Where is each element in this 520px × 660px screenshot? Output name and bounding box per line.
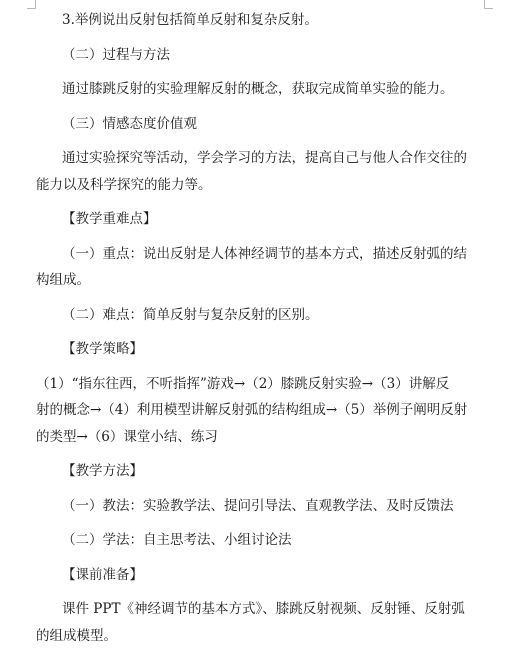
objective-item-3: 3.举例说出反射包括简单反射和复杂反射。 [62,12,318,28]
preparation-text-line-2: 的组成模型。 [36,627,117,644]
key-points-heading: 【教学重难点】 [62,211,157,227]
strategy-text-line-2: 射的概念→（4）利用模型讲解反射弧的结构组成→（5）举例子阐明反射 [36,402,468,418]
teaching-methods-text: （一）教法：实验教学法、提问引导法、直观教学法、及时反馈法 [62,497,454,514]
strategy-heading: 【教学策略】 [62,341,143,357]
attitude-text-line-2: 能力以及科学探究的能力等。 [36,176,212,193]
page-corner-mark-left [27,0,36,9]
process-method-text: 通过膝跳反射的实验理解反射的概念，获取完成简单实验的能力。 [62,81,454,97]
methods-heading: 【教学方法】 [62,463,143,479]
preparation-text-line-1: 课件 PPT《神经调节的基本方式》、膝跳反射视频、反射锤、反射弧 [62,601,465,617]
preparation-heading: 【课前准备】 [62,566,143,583]
strategy-text-line-1: （1）“指东往西，不听指挥”游戏→（2）膝跳反射实验→（3）讲解反 [36,375,450,392]
attitude-text-line-1: 通过实验探究等活动，学会学习的方法，提高自己与他人合作交往的 [62,150,467,166]
key-point-text-line-2: 构组成。 [36,272,90,288]
section-attitude-heading: （三）情感态度价值观 [62,115,197,132]
strategy-text-line-3: 的类型→（6）课堂小结、练习 [36,428,218,445]
page-corner-mark-right [484,0,493,9]
key-point-text-line-1: （一）重点：说出反射是人体神经调节的基本方式，描述反射弧的结 [62,245,467,262]
section-process-method-heading: （二）过程与方法 [62,46,170,63]
difficulty-text: （二）难点：简单反射与复杂反射的区别。 [62,306,319,323]
document-body [36,10,484,660]
learning-methods-text: （二）学法：自主思考法、小组讨论法 [62,532,292,548]
